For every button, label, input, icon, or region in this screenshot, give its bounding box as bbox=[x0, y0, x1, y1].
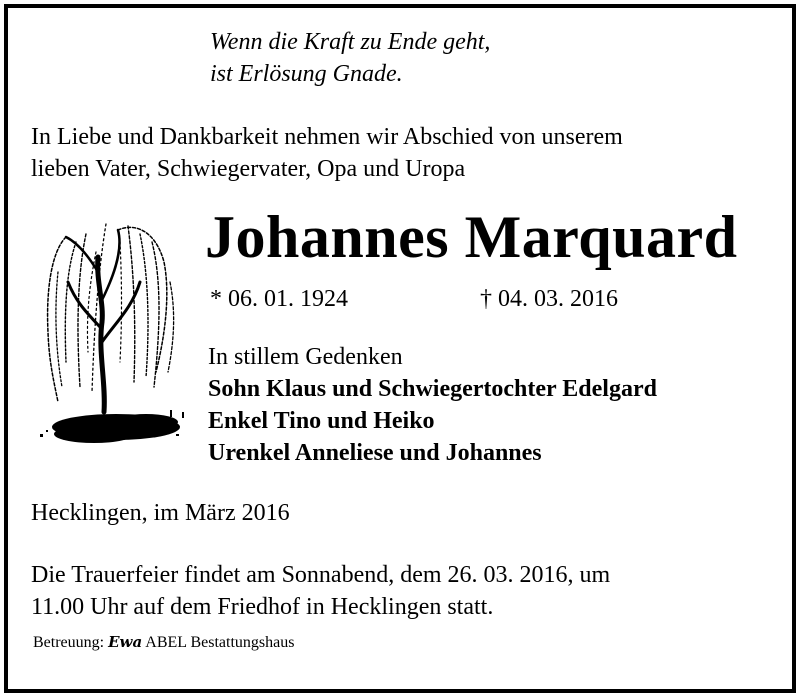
place-and-date: Hecklingen, im März 2016 bbox=[31, 500, 290, 526]
mourners-heading: In stillem Gedenken bbox=[208, 344, 403, 370]
service-line-1: Die Trauerfeier findet am Sonnabend, dem 26. 03. 2016, um bbox=[31, 562, 611, 588]
deceased-name: Johannes Marquard bbox=[205, 204, 738, 270]
intro-line-1: In Liebe und Dankbarkeit nehmen wir Abschied von unserem bbox=[31, 124, 623, 150]
ewa-logo: Ewa bbox=[108, 633, 143, 651]
motto-line-2: ist Erlösung Gnade. bbox=[210, 61, 403, 87]
mourner-line: Urenkel Anneliese und Johannes bbox=[208, 440, 542, 466]
service-line-2: 11.00 Uhr auf dem Friedhof in Hecklingen statt. bbox=[31, 594, 494, 620]
mourner-line: Enkel Tino und Heiko bbox=[208, 408, 435, 434]
intro-line-2: lieben Vater, Schwiegervater, Opa und Uropa bbox=[31, 156, 466, 182]
birth-date: * 06. 01. 1924 bbox=[210, 286, 348, 312]
death-date: † 04. 03. 2016 bbox=[480, 286, 618, 312]
weeping-willow-tree-image bbox=[36, 212, 188, 450]
credit-suffix: ABEL Bestattungshaus bbox=[145, 634, 295, 651]
funeral-home-credit bbox=[33, 633, 294, 652]
mourner-line: Sohn Klaus und Schwiegertochter Edelgard bbox=[208, 376, 657, 402]
credit-prefix: Betreuung: bbox=[33, 634, 105, 651]
motto-line-1: Wenn die Kraft zu Ende geht, bbox=[210, 29, 491, 55]
